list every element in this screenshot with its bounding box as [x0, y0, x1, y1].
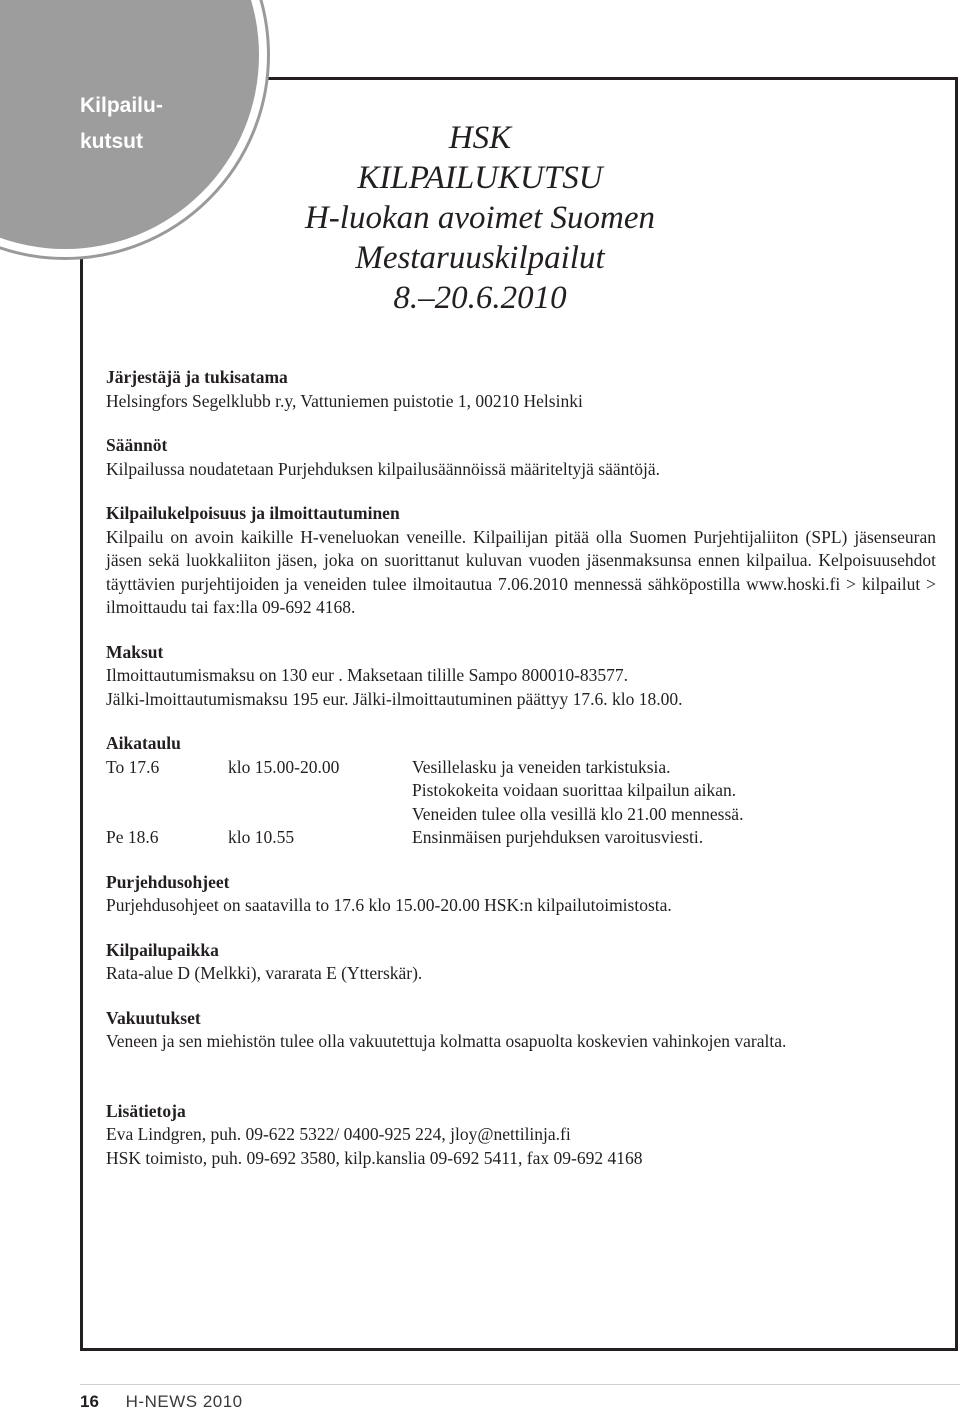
section-organizer — [106, 366, 936, 413]
schedule-row — [106, 756, 936, 780]
schedule-row — [106, 779, 936, 803]
section-title: Säännöt — [106, 435, 168, 455]
heading-dates: 8.–20.6.2010 — [393, 280, 567, 316]
page-number: 16 — [80, 1392, 99, 1411]
section-rules — [106, 434, 936, 481]
section-title: Purjehdusohjeet — [106, 871, 230, 892]
section-tab-line1: Kilpailu- — [80, 94, 163, 117]
section-tab-label — [80, 88, 210, 160]
section-line: Veneen ja sen miehistön tulee olla vakuutettuja kolmatta osapuolta koskevien vahinkojen varalta. — [106, 1031, 787, 1051]
section-line: Purjehdusohjeet on saatavilla to 17.6 klo 15.00-20.00 HSK:n kilpailutoimistosta. — [106, 895, 672, 915]
schedule-description: Veneiden tulee olla vesillä klo 21.00 mennessä. — [412, 803, 744, 824]
schedule-description: Pistokokeita voidaan suorittaa kilpailun aikan. — [412, 780, 737, 800]
footer-divider — [80, 1384, 960, 1385]
section-venue — [106, 939, 936, 986]
section-line: HSK toimisto, puh. 09-692 3580, kilp.kanslia 09-692 5411, fax 09-692 4168 — [106, 1147, 643, 1168]
section-title: Kilpailupaikka — [106, 939, 219, 960]
section-title: Kilpailukelpoisuus ja ilmoittautuminen — [106, 503, 400, 523]
schedule-description: Vesillelasku ja veneiden tarkistuksia. — [412, 756, 671, 777]
invitation-body — [106, 366, 936, 1191]
section-line: Jälki-lmoittautumismaksu 195 eur. Jälki-ilmoittautuminen päättyy 17.6. klo 18.00. — [106, 688, 683, 709]
section-line: Ilmoittautumismaksu on 130 eur . Maksetaan tilille Sampo 800010-83577. — [106, 665, 629, 685]
schedule-time: klo 15.00-20.00 — [228, 756, 340, 777]
schedule-day: Pe 18.6 — [106, 827, 159, 847]
section-tab-line2: kutsut — [80, 130, 143, 153]
section-title: Maksut — [106, 641, 164, 662]
magazine-name: H-NEWS 2010 — [125, 1392, 243, 1411]
section-paragraph: Kilpailu on avoin kaikille H-veneluokan veneille. Kilpailijan pitää olla Suomen Purjehtijaliiton (SPL) jäsenseuran jäsen sekä luokkaliiton jäsen, joka on suorittanut kuluvan vuoden jäsenmaksunsa ennen kilpailua. Kelpoisuusehdot täyttävien purjehtijoiden ja veneiden tulee ilmoitautua 7.06.2010 mennessä sähköpostilla www.hoski.fi > kilpailut > ilmoittaudu tai fax:lla 09-692 4168. — [106, 526, 936, 617]
page-heading — [200, 118, 760, 318]
section-schedule — [106, 732, 936, 850]
section-title: Lisätietoja — [106, 1100, 186, 1121]
section-fees — [106, 641, 936, 712]
section-insurance — [106, 1007, 936, 1054]
heading-club: HSK — [448, 120, 512, 156]
schedule-description: Ensinmäisen purjehduksen varoitusviesti. — [412, 827, 704, 847]
section-line: Helsingfors Segelklubb r.y, Vattuniemen puistotie 1, 00210 Helsinki — [106, 390, 583, 411]
page-footer — [80, 1392, 243, 1412]
section-line: Eva Lindgren, puh. 09-622 5322/ 0400-925 224, jloy@nettilinja.fi — [106, 1124, 571, 1144]
section-line: Rata-alue D (Melkki), vararata E (Ytterskär). — [106, 963, 423, 983]
schedule-day: To 17.6 — [106, 756, 160, 777]
section-sailing-instructions — [106, 871, 936, 918]
section-more-info — [106, 1100, 936, 1171]
schedule-row — [106, 826, 936, 850]
section-eligibility — [106, 502, 936, 620]
heading-event: H-luokan avoimet Suomen Mestaruuskilpailut — [304, 200, 656, 276]
heading-invitation: KILPAILUKUTSU — [357, 160, 603, 196]
section-line: Kilpailussa noudatetaan Purjehduksen kilpailusäännöissä määriteltyjä sääntöjä. — [106, 458, 661, 479]
schedule-time: klo 10.55 — [228, 827, 295, 847]
schedule-row — [106, 803, 936, 827]
section-title: Aikataulu — [106, 733, 181, 753]
section-title: Vakuutukset — [106, 1007, 201, 1028]
section-title: Järjestäjä ja tukisatama — [106, 367, 288, 387]
